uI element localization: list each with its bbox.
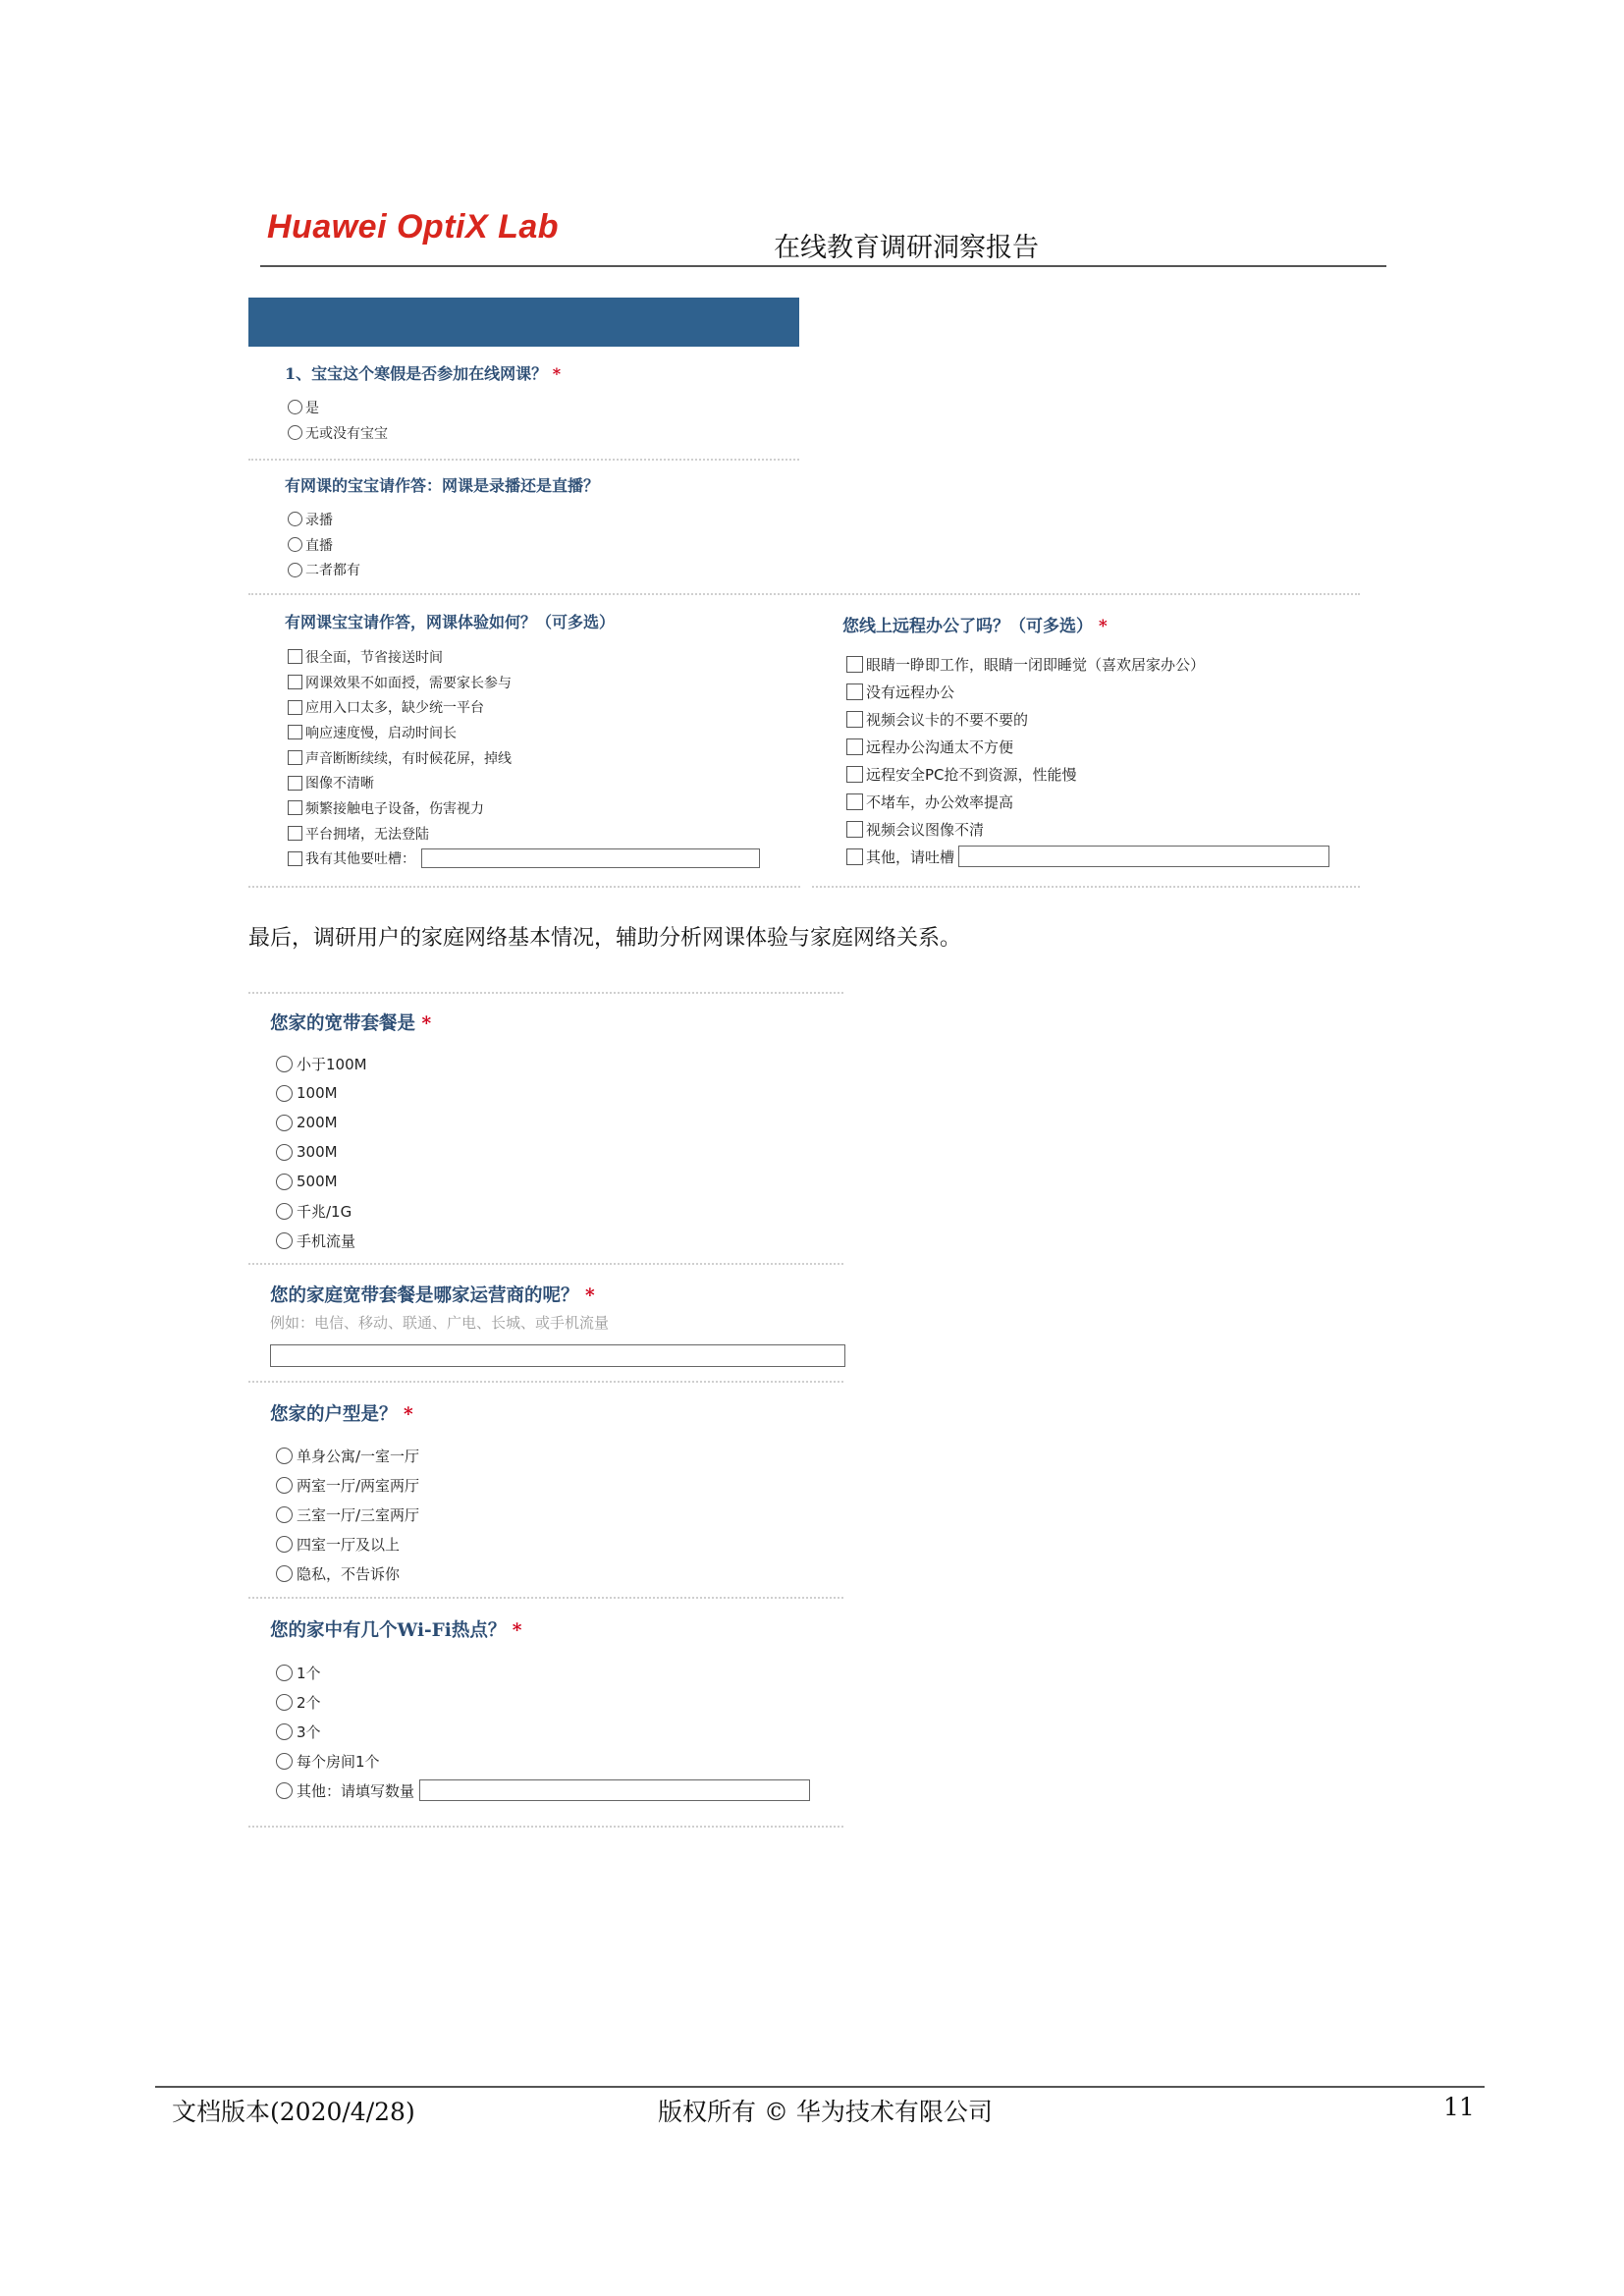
- checkbox-option[interactable]: [846, 705, 1329, 733]
- option-label: 远程安全PC抢不到资源，性能慢: [866, 765, 1077, 784]
- radio-option[interactable]: [288, 532, 360, 558]
- option-label: 我有其他要吐槽：: [305, 851, 415, 868]
- checkbox-option[interactable]: [288, 821, 760, 847]
- radio-button[interactable]: [276, 1536, 293, 1553]
- radio-group-broadband-plan: [276, 1049, 367, 1255]
- checkbox-option[interactable]: [846, 678, 1329, 705]
- radio-button[interactable]: [276, 1782, 293, 1799]
- question-title: 有网课的宝宝请作答：网课是录播还是直播？: [285, 476, 600, 495]
- checkbox-option[interactable]: [846, 815, 1329, 843]
- question-title: 有网课宝宝请作答，网课体验如何？（可多选）: [285, 613, 616, 631]
- option-label: 千兆/1G: [297, 1202, 352, 1221]
- checkbox[interactable]: [846, 683, 863, 700]
- other-text-input[interactable]: [419, 1779, 810, 1801]
- option-label: 单身公寓/一室一厅: [297, 1447, 420, 1465]
- checkbox-option[interactable]: [288, 694, 760, 720]
- radio-group-wifi-hotspots: [276, 1658, 810, 1805]
- radio-option[interactable]: [276, 1717, 810, 1746]
- required-asterisk: *: [584, 1285, 595, 1306]
- radio-option[interactable]: [288, 420, 388, 446]
- option-label: 300M: [297, 1143, 338, 1161]
- radio-option-other[interactable]: [276, 1776, 810, 1805]
- radio-option[interactable]: [276, 1167, 367, 1196]
- radio-button[interactable]: [276, 1056, 293, 1072]
- radio-option[interactable]: [276, 1226, 367, 1255]
- checkbox-option-other[interactable]: [846, 843, 1329, 870]
- option-label: 响应速度慢，启动时间长: [305, 725, 457, 741]
- checkbox[interactable]: [288, 675, 302, 689]
- option-label: 录播: [305, 512, 333, 528]
- radio-option[interactable]: [276, 1137, 367, 1167]
- radio-button[interactable]: [288, 400, 302, 414]
- checkbox-option[interactable]: [288, 720, 760, 745]
- option-label: 两室一厅/两室两厅: [297, 1476, 420, 1495]
- radio-button[interactable]: [276, 1448, 293, 1464]
- radio-option[interactable]: [276, 1108, 367, 1137]
- radio-option[interactable]: [276, 1078, 367, 1108]
- option-label: 眼睛一睁即工作，眼睛一闭即睡觉（喜欢居家办公）: [866, 655, 1206, 674]
- radio-button[interactable]: [276, 1115, 293, 1131]
- radio-option[interactable]: [276, 1558, 419, 1588]
- checkbox[interactable]: [288, 700, 302, 715]
- question-title: 您家的宽带套餐是 *: [270, 1013, 432, 1034]
- checkbox[interactable]: [288, 750, 302, 765]
- option-label: 其他，请吐槽: [866, 847, 955, 866]
- checkbox[interactable]: [288, 851, 302, 866]
- option-label: 500M: [297, 1173, 338, 1190]
- checkbox-option[interactable]: [846, 650, 1329, 678]
- section-divider: [248, 1826, 843, 1828]
- section-divider: [248, 1381, 843, 1383]
- document-version: 文档版本(2020/4/28): [172, 2098, 415, 2126]
- question-hint: 例如：电信、移动、联通、广电、长城、或手机流量: [270, 1314, 610, 1332]
- checkbox[interactable]: [846, 793, 863, 810]
- radio-button[interactable]: [288, 512, 302, 526]
- option-label: 无或没有宝宝: [305, 425, 388, 442]
- option-label: 不堵车，办公效率提高: [866, 793, 1014, 811]
- required-asterisk: *: [403, 1404, 413, 1425]
- option-label: 视频会议卡的不要不要的: [866, 710, 1029, 729]
- option-label: 其他：请填写数量: [297, 1781, 415, 1800]
- required-asterisk: *: [1098, 617, 1108, 636]
- option-label: 是: [305, 400, 319, 416]
- checkbox[interactable]: [288, 776, 302, 791]
- checkbox-option[interactable]: [846, 760, 1329, 788]
- radio-option[interactable]: [276, 1658, 810, 1687]
- form-header-bar: [248, 298, 799, 347]
- radio-button[interactable]: [276, 1694, 293, 1711]
- option-label: 图像不清晰: [305, 776, 374, 793]
- option-label: 3个: [297, 1722, 321, 1741]
- radio-button[interactable]: [276, 1506, 293, 1523]
- radio-option[interactable]: [288, 507, 360, 532]
- radio-button[interactable]: [276, 1174, 293, 1190]
- document-title: 在线教育调研洞察报告: [774, 233, 1039, 263]
- option-label: 2个: [297, 1693, 321, 1712]
- checkbox-group-class-experience: [288, 644, 760, 871]
- checkbox[interactable]: [846, 711, 863, 728]
- section-divider: [248, 1263, 843, 1265]
- option-label: 频繁接触电子设备，伤害视力: [305, 800, 484, 817]
- required-asterisk: *: [512, 1620, 522, 1641]
- checkbox[interactable]: [846, 766, 863, 783]
- question-title: 您的家庭宽带套餐是哪家运营商的呢？ *: [270, 1285, 595, 1306]
- radio-button[interactable]: [276, 1232, 293, 1249]
- checkbox-option-other[interactable]: [288, 847, 760, 872]
- radio-button[interactable]: [276, 1144, 293, 1161]
- option-label: 二者都有: [305, 563, 360, 579]
- radio-group-home-layout: [276, 1441, 419, 1588]
- section-divider: [812, 886, 1360, 888]
- body-paragraph: 最后，调研用户的家庭网络基本情况，辅助分析网课体验与家庭网络关系。: [248, 926, 962, 951]
- option-label: 视频会议图像不清: [866, 820, 985, 839]
- checkbox-option[interactable]: [288, 745, 760, 771]
- option-label: 1个: [297, 1664, 321, 1682]
- question-title: 您的家中有几个Wi-Fi热点？ *: [270, 1620, 522, 1641]
- radio-group-class-type: [288, 507, 360, 582]
- option-label: 小于100M: [297, 1055, 367, 1073]
- radio-button[interactable]: [276, 1477, 293, 1494]
- isp-text-input[interactable]: [270, 1344, 845, 1367]
- section-divider: [248, 593, 1360, 595]
- option-label: 三室一厅/三室两厅: [297, 1505, 420, 1524]
- checkbox-option[interactable]: [288, 795, 760, 821]
- radio-option[interactable]: [288, 395, 388, 420]
- required-asterisk: *: [421, 1013, 432, 1034]
- option-label: 没有远程办公: [866, 683, 955, 701]
- radio-button[interactable]: [276, 1085, 293, 1102]
- option-label: 手机流量: [297, 1231, 356, 1250]
- radio-option[interactable]: [276, 1746, 810, 1776]
- checkbox[interactable]: [846, 821, 863, 838]
- option-label: 100M: [297, 1084, 338, 1102]
- radio-option[interactable]: [276, 1049, 367, 1078]
- option-label: 四室一厅及以上: [297, 1535, 401, 1554]
- section-divider: [248, 992, 843, 994]
- radio-button[interactable]: [276, 1565, 293, 1582]
- checkbox[interactable]: [846, 656, 863, 673]
- radio-button[interactable]: [276, 1203, 293, 1220]
- option-label: 直播: [305, 537, 333, 554]
- required-asterisk: *: [552, 364, 562, 383]
- copyright-notice: 版权所有 © 华为技术有限公司: [658, 2098, 993, 2126]
- radio-option[interactable]: [276, 1500, 419, 1529]
- radio-button[interactable]: [288, 537, 302, 552]
- checkbox-option[interactable]: [288, 770, 760, 795]
- other-text-input[interactable]: [421, 848, 760, 868]
- checkbox-group-remote-work: [846, 650, 1329, 870]
- checkbox-option[interactable]: [846, 788, 1329, 815]
- section-divider: [248, 459, 799, 461]
- option-label: 每个房间1个: [297, 1752, 380, 1771]
- question-title: 1、宝宝这个寒假是否参加在线网课？ *: [285, 364, 562, 383]
- radio-option[interactable]: [276, 1529, 419, 1558]
- section-divider: [248, 1597, 843, 1599]
- radio-option[interactable]: [276, 1687, 810, 1717]
- option-label: 平台拥堵，无法登陆: [305, 826, 429, 843]
- radio-option[interactable]: [276, 1470, 419, 1500]
- radio-button[interactable]: [276, 1723, 293, 1740]
- footer-divider: [155, 2086, 1485, 2088]
- page-number: 11: [1443, 2093, 1475, 2121]
- section-divider: [248, 886, 800, 888]
- checkbox[interactable]: [846, 738, 863, 755]
- radio-button[interactable]: [276, 1753, 293, 1770]
- option-label: 很全面，节省接送时间: [305, 649, 443, 666]
- radio-option[interactable]: [276, 1196, 367, 1226]
- question-title: 您家的户型是？ *: [270, 1404, 413, 1425]
- radio-button[interactable]: [288, 425, 302, 440]
- option-label: 应用入口太多，缺少统一平台: [305, 700, 484, 717]
- option-label: 网课效果不如面授，需要家长参与: [305, 675, 512, 691]
- radio-option[interactable]: [288, 557, 360, 582]
- checkbox-option[interactable]: [846, 733, 1329, 760]
- checkbox[interactable]: [288, 725, 302, 739]
- radio-group-attend-online-class: [288, 395, 388, 445]
- checkbox[interactable]: [288, 649, 302, 664]
- option-label: 声音断断续续，有时候花屏，掉线: [305, 750, 512, 767]
- radio-option[interactable]: [276, 1441, 419, 1470]
- option-label: 远程办公沟通太不方便: [866, 738, 1014, 756]
- huawei-optix-lab-logo: Huawei OptiX Lab: [267, 208, 560, 246]
- checkbox-option[interactable]: [288, 670, 760, 695]
- checkbox-option[interactable]: [288, 644, 760, 670]
- other-text-input[interactable]: [958, 846, 1329, 867]
- header-divider: [260, 265, 1386, 267]
- radio-button[interactable]: [288, 563, 302, 577]
- checkbox[interactable]: [288, 800, 302, 815]
- checkbox[interactable]: [846, 848, 863, 865]
- option-label: 200M: [297, 1114, 338, 1131]
- question-title: 您线上远程办公了吗？（可多选） *: [842, 617, 1108, 636]
- radio-button[interactable]: [276, 1665, 293, 1681]
- option-label: 隐私，不告诉你: [297, 1564, 401, 1583]
- checkbox[interactable]: [288, 826, 302, 841]
